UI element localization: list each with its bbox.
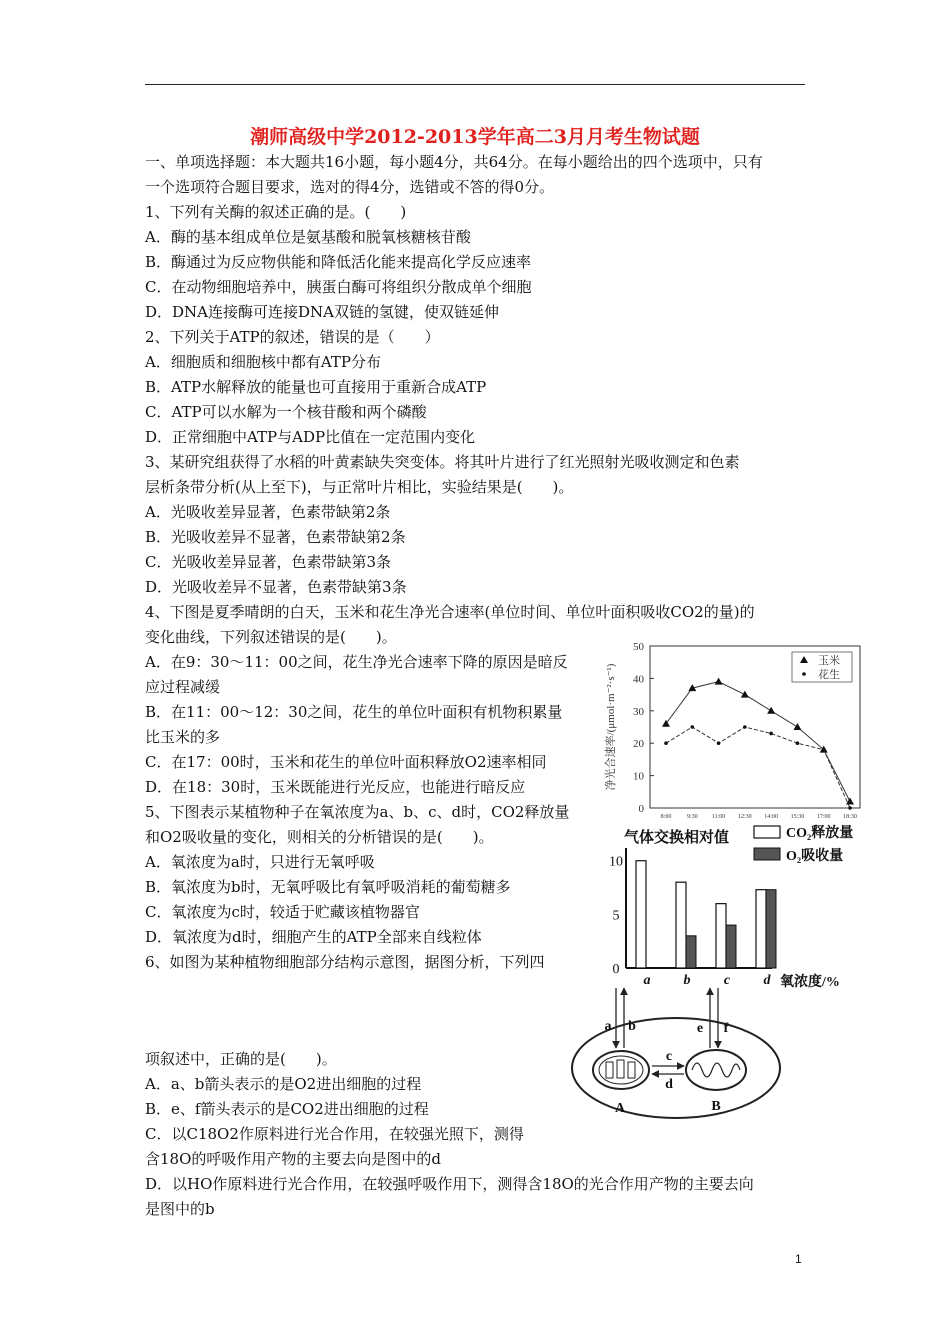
- legend-marker-co2: [754, 826, 780, 838]
- q4-option-b-cont: 比玉米的多: [145, 728, 221, 746]
- legend-label-peanut: 花生: [818, 669, 840, 681]
- q2-option-c: C．ATP可以水解为一个核苷酸和两个磷酸: [145, 403, 427, 421]
- q6-option-c: C．以C18O2作原料进行光合作用，在较强光照下，测得: [145, 1125, 524, 1143]
- q6-option-b: B．e、f箭头表示的是CO2进出细胞的过程: [145, 1100, 429, 1118]
- q3-option-d: D．光吸收差异不显著，色素带缺第3条: [145, 578, 407, 596]
- cell-label-B: B: [711, 1099, 721, 1114]
- legend-marker-o2: [754, 848, 780, 860]
- cell-label-e: e: [696, 1021, 704, 1036]
- x-tick-label: d: [763, 973, 771, 988]
- q1-option-d: D．DNA连接酶可连接DNA双链的氢键，使双链延伸: [145, 303, 499, 321]
- bar-co2-release: [676, 882, 686, 968]
- x-tick-label: 11:00: [711, 814, 726, 820]
- data-point-peanut: [717, 741, 721, 745]
- photosynthesis-line-chart: [598, 638, 870, 824]
- y-tick-label: 0: [612, 962, 620, 977]
- y-tick-label: 50: [633, 641, 644, 653]
- page-number: 1: [795, 1252, 802, 1266]
- x-tick-label: a: [643, 973, 651, 988]
- q2-option-b: B．ATP水解释放的能量也可直接用于重新合成ATP: [145, 378, 487, 396]
- q3-option-b: B．光吸收差异不显著，色素带缺第2条: [145, 528, 406, 546]
- bar-co2-release: [756, 890, 766, 968]
- bar-co2-release: [716, 904, 726, 968]
- cell-outline: [572, 1018, 780, 1118]
- q4-option-c: C．在17：00时，玉米和花生的单位叶面积释放O2速率相同: [145, 753, 547, 771]
- q1-option-a: A．酶的基本组成单位是氨基酸和脱氧核糖核苷酸: [145, 228, 471, 246]
- y-tick-label: 20: [633, 738, 644, 751]
- series-line-corn: [666, 682, 850, 802]
- x-tick-label: 8:00: [660, 814, 672, 820]
- bar-o2-uptake: [686, 936, 696, 968]
- q3-option-a: A．光吸收差异显著，色素带缺第2条: [145, 503, 391, 521]
- series-line-peanut: [666, 727, 850, 808]
- cell-label-f: f: [723, 1021, 729, 1036]
- cell-label-c: c: [665, 1049, 673, 1064]
- q4-option-a: A．在9：30～11：00之间，花生净光合速率下降的原因是暗反: [145, 653, 568, 671]
- x-tick-label: 15:30: [790, 814, 805, 820]
- q1-option-c: C．在动物细胞培养中，胰蛋白酶可将组织分散成单个细胞: [145, 278, 532, 296]
- q2-option-a: A．细胞质和细胞核中都有ATP分布: [145, 353, 381, 371]
- mitochondrion-B: [686, 1050, 746, 1090]
- q5-option-d: D．氧浓度为d时，细胞产生的ATP全部来自线粒体: [145, 928, 482, 946]
- data-point-corn: [662, 720, 670, 727]
- data-point-peanut: [796, 741, 800, 745]
- cell-label-d: d: [665, 1077, 673, 1092]
- data-point-peanut: [848, 806, 852, 810]
- page-title: 潮师高级中学2012-2013学年高二3月月考生物试题: [250, 126, 700, 148]
- q3-option-c: C．光吸收差异显著，色素带缺第3条: [145, 553, 392, 571]
- bar-o2-uptake: [726, 925, 736, 968]
- section-instructions-2: 一个选项符合题目要求，选对的得4分，选错或不答的得0分。: [145, 178, 555, 196]
- q1-option-b: B．酶通过为反应物供能和降低活化能来提高化学反应速率: [145, 253, 532, 271]
- q2-stem: 2、下列关于ATP的叙述，错误的是（ ）: [145, 328, 440, 346]
- data-point-corn: [767, 707, 775, 714]
- q3-stem: 3、某研究组获得了水稻的叶黄素缺失突变体。将其叶片进行了红光照射光吸收测定和色素: [145, 453, 740, 471]
- q1-stem: 1、下列有关酶的叙述正确的是。( ): [145, 203, 407, 221]
- y-tick-label: 30: [633, 705, 644, 718]
- cell-label-A: A: [614, 1101, 626, 1116]
- q6-stem: 6、如图为某种植物细胞部分结构示意图，据图分析，下列四: [145, 953, 545, 971]
- q5-stem-2: 和O2吸收量的变化，则相关的分析错误的是( )。: [145, 828, 494, 846]
- q5-option-c: C．氧浓度为c时，较适于贮藏该植物器官: [145, 903, 420, 921]
- x-tick-label: b: [683, 973, 691, 988]
- legend-label-o2: O₂吸收量: [786, 849, 844, 864]
- q4-stem-2: 变化曲线，下列叙述错误的是( )。: [145, 628, 397, 646]
- legend-marker-corn: [800, 656, 808, 663]
- cell-label-b: b: [628, 1019, 636, 1034]
- x-tick-label: 14:00: [764, 814, 778, 820]
- y-tick-label: 5: [612, 908, 620, 924]
- x-tick-label: 17:00: [816, 814, 831, 820]
- q5-option-b: B．氧浓度为b时，无氧呼吸比有氧呼吸消耗的葡萄糖多: [145, 878, 511, 896]
- x-axis-label: 氧浓度/%: [780, 975, 840, 990]
- y-tick-label: 40: [633, 673, 644, 686]
- y-tick-label: 10: [633, 770, 644, 783]
- x-tick-label: c: [723, 973, 731, 988]
- q6-option-c-cont: 含18O的呼吸作用产物的主要去向是图中的d: [145, 1150, 441, 1168]
- q4-option-b: B．在11：00～12：30之间，花生的单位叶面积有机物积累量: [145, 703, 563, 721]
- y-tick-label: 0: [638, 803, 644, 815]
- data-point-corn: [715, 678, 723, 685]
- q4-option-a-cont: 应过程减缓: [145, 678, 221, 696]
- data-point-peanut: [743, 725, 747, 729]
- legend-label-co2: CO₂释放量: [786, 826, 854, 841]
- bar-o2-uptake: [766, 890, 776, 968]
- header-rule: [145, 84, 805, 85]
- cell-label-a: a: [604, 1019, 612, 1034]
- y-axis-label: 净光合速率/(μmol·m⁻²·s⁻¹): [605, 663, 617, 791]
- gas-exchange-bar-chart: [604, 820, 866, 992]
- chloroplast-A: [593, 1051, 649, 1089]
- bar-co2-release: [636, 861, 646, 968]
- q4-stem: 4、下图是夏季晴朗的白天，玉米和花生净光合速率(单位时间、单位叶面积吸收CO2的量)的: [145, 603, 755, 621]
- legend-label-corn: 玉米: [818, 655, 840, 667]
- q5-stem: 5、下图表示某植物种子在氧浓度为a、b、c、d时，CO2释放量: [145, 803, 570, 821]
- q5-option-a: A．氧浓度为a时，只进行无氧呼吸: [145, 853, 375, 871]
- data-point-peanut: [822, 748, 826, 752]
- data-point-peanut: [769, 732, 773, 736]
- q6-option-d: D．以HO作原料进行光合作用，在较强呼吸作用下，测得含18O的光合作用产物的主要去向: [145, 1175, 754, 1193]
- q2-option-d: D．正常细胞中ATP与ADP比值在一定范围内变化: [145, 428, 476, 446]
- section-instructions: 一、单项选择题：本大题共16小题，每小题4分，共64分。在每小题给出的四个选项中，只有: [145, 153, 763, 171]
- data-point-corn: [793, 723, 801, 730]
- y-tick-label: 10: [609, 854, 623, 870]
- q6-option-d-cont: 是图中的b: [145, 1200, 215, 1218]
- legend-marker-peanut: [802, 672, 806, 676]
- x-tick-label: 9:30: [686, 814, 698, 820]
- q4-option-d: D．在18：30时，玉米既能进行光反应，也能进行暗反应: [145, 778, 526, 796]
- x-tick-label: 12:30: [738, 814, 752, 820]
- x-tick-label: 18:30: [843, 814, 857, 820]
- data-point-peanut: [690, 725, 694, 729]
- q3-stem-2: 层析条带分析(从上至下)，与正常叶片相比，实验结果是( )。: [145, 478, 574, 496]
- q6-stem-2: 项叙述中，正确的是( )。: [145, 1050, 337, 1068]
- data-point-corn: [741, 691, 749, 698]
- q6-option-a: A．a、b箭头表示的是O2进出细胞的过程: [145, 1075, 422, 1093]
- bar-chart-title: 气体交换相对值: [624, 830, 730, 846]
- data-point-peanut: [664, 741, 668, 745]
- cell-structure-diagram: [566, 982, 786, 1122]
